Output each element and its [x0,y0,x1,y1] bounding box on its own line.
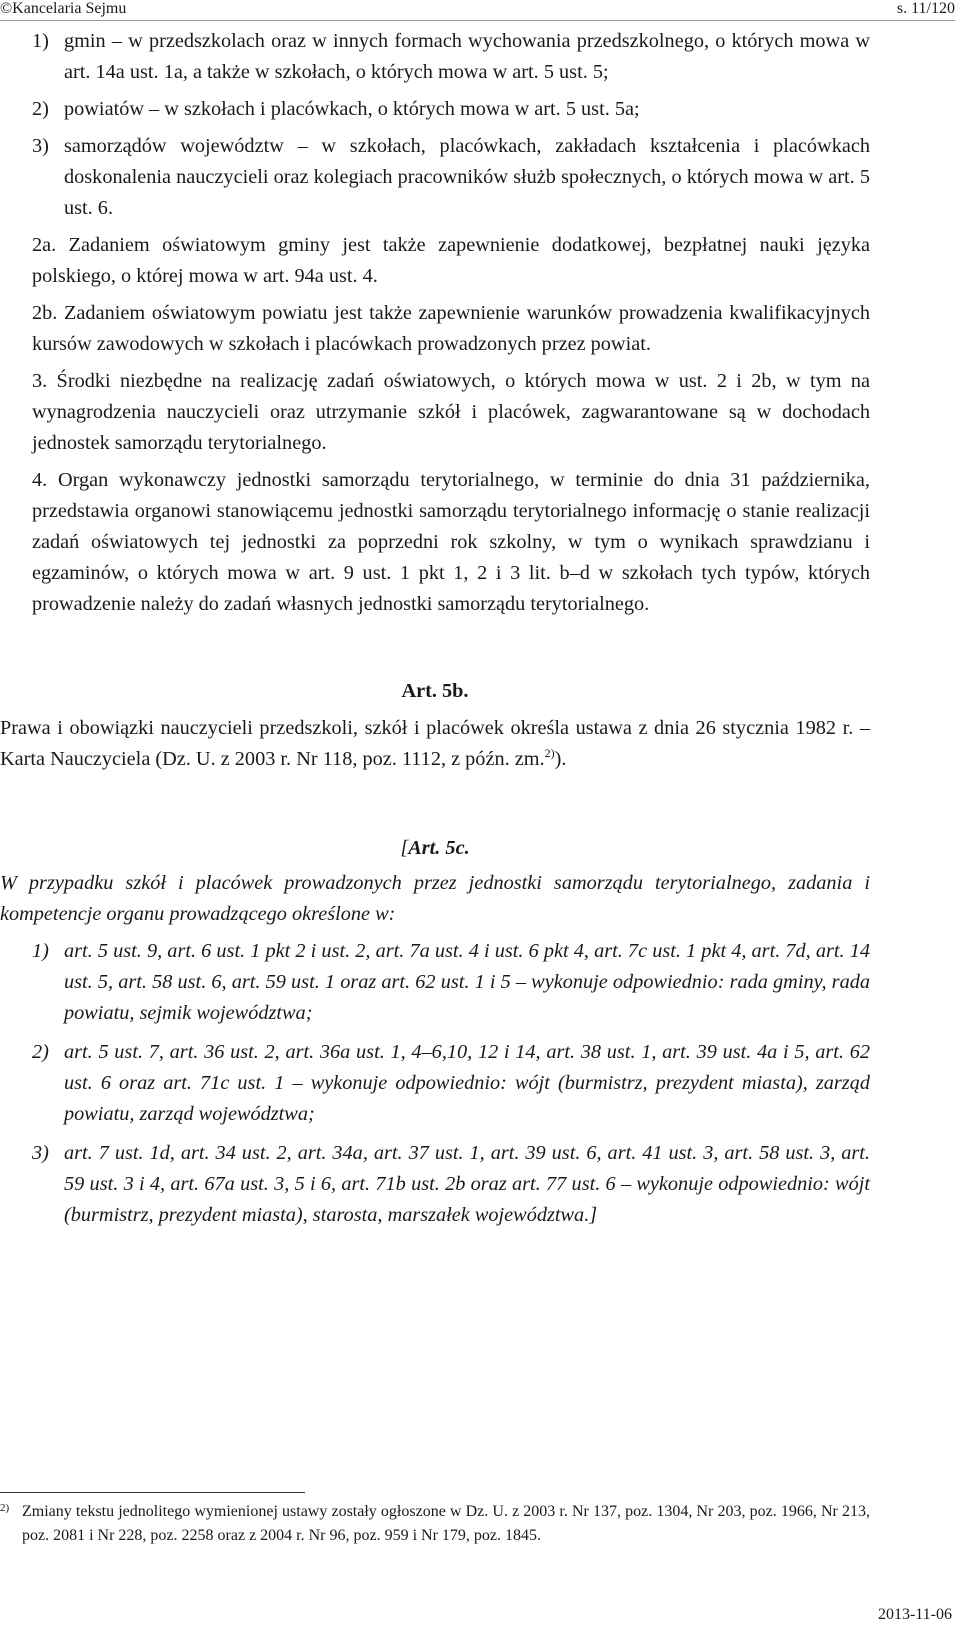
paragraph-2a: 2a. Zadaniem oświatowym gminy jest także zapewnienie dodatkowej, bezpłatnej nauki języka polskiego, o której mowa w art. 94a ust. 4. [32,234,870,287]
header-page-number: s. 11/120 [896,0,955,17]
list-item-text: samorządów województw – w szkołach, placówkach, zakładach kształcenia i placówkach doskonalenia nauczycieli oraz kolegiach pracowników służb społecznych, o których mowa w art. 5 ust. 6. [64,135,870,219]
list-item-number: 2) [32,98,49,120]
list-item-text: art. 5 ust. 9, art. 6 ust. 1 pkt 2 i ust. 2, art. 7a ust. 4 i ust. 6 pkt 4, art. 7c ust. 1 pkt 4, art. 7d, art. 14 ust. 5, art. 58 ust. 6, art. 59 ust. 1 oraz art. 62 ust. 1 i 5 – wykonuje odpowiednio: rada gminy, rada powiatu, sejmik województwa; [64,940,870,1024]
list-item [0,1037,870,1130]
article-5b-text [0,713,870,775]
list-item [0,94,870,125]
article-5c-title: Art. 5c. [408,837,470,859]
footnote-mark: 2) [0,1502,10,1514]
list-item-number: 1) [32,940,49,962]
article-5c-bracket: [ [400,837,409,859]
header-publisher: ©Kancelaria Sejmu [0,0,127,17]
list-item [0,131,870,224]
list-item-text: art. 5 ust. 7, art. 36 ust. 2, art. 36a ust. 1, 4–6,10, 12 i 14, art. 38 ust. 1, art. 39 ust. 4a i 5, art. 62 ust. 6 oraz art. 71c ust. 1 – wykonuje odpowiednio: wójt (burmistrz, prezydent miasta), zarząd powiatu, zarząd województwa; [64,1041,870,1125]
page-header [0,0,955,21]
footnote-separator [0,1492,305,1493]
list-item-text: powiatów – w szkołach i placówkach, o których mowa w art. 5 ust. 5a; [64,98,640,120]
footnote [0,1500,870,1548]
footnote-reference: 2) [544,746,555,761]
list-item-text: art. 7 ust. 1d, art. 34 ust. 2, art. 34a, art. 37 ust. 1, art. 39 ust. 6, art. 41 ust. 3, art. 58 ust. 3, art. 59 ust. 3 i 4, art. 67a ust. 3, 5 i 6, art. 71b ust. 2b oraz art. 77 ust. 6 – wykonuje odpowiednio: wójt (burmistrz, prezydent miasta), starosta, marszałek województwa.] [64,1142,870,1226]
paragraph-4: 4. Organ wykonawczy jednostki samorządu terytorialnego, w terminie do dnia 31 października, przedstawia organowi stanowiącemu jednostki samorządu terytorialnego informację o stanie realizacji zadań oświatowych tej jednostki za poprzedni rok szkolny, w tym o wynikach sprawdzianu i egzaminów, o których mowa w art. 9 ust. 1 pkt 1, 2 i 3 lit. b–d w szkołach tych typów, których prowadzenie należy do zadań własnych jednostki samorządu terytorialnego. [32,469,870,615]
list-item-number: 3) [32,135,49,157]
list-item-number: 1) [32,30,49,52]
article-5c-intro: W przypadku szkół i placówek prowadzonych przez jednostki samorządu terytorialnego, zadania i kompetencje organu prowadzącego określone w: [0,872,870,925]
article-5b-tail: ). [554,748,567,770]
article-5b-heading: Art. 5b. [401,680,469,702]
paragraph-2b: 2b. Zadaniem oświatowym powiatu jest także zapewnienie warunków prowadzenia kwalifikacyjnych kursów zawodowych w szkołach i placówkach prowadzonych przez powiat. [32,302,870,355]
list-item-number: 2) [32,1041,49,1063]
list-item [0,1138,870,1231]
article-5c-heading [0,833,870,864]
article-5b-body: Prawa i obowiązki nauczycieli przedszkoli, szkół i placówek określa ustawa z dnia 26 stycznia 1982 r. – Karta Nauczyciela (Dz. U. z 2003 r. Nr 118, poz. 1112, z późn. zm. [0,717,870,770]
document-date: 2013-11-06 [877,1606,952,1623]
footnote-text: Zmiany tekstu jednolitego wymienionej ustawy zostały ogłoszone w Dz. U. z 2003 r. Nr 137, poz. 1304, Nr 203, poz. 1966, Nr 213, poz. 2081 i Nr 228, poz. 2258 oraz z 2004 r. Nr 96, poz. 959 i Nr 179, poz. 1845. [22,1503,870,1544]
list-item-text: gmin – w przedszkolach oraz w innych formach wychowania przedszkolnego, o których mowa w art. 14a ust. 1a, a także w szkołach, o których mowa w art. 5 ust. 5; [64,30,870,83]
list-item-number: 3) [32,1142,49,1164]
paragraph-3: 3. Środki niezbędne na realizację zadań oświatowych, o których mowa w ust. 2 i 2b, w tym na wynagrodzenia nauczycieli oraz utrzymanie szkół i placówek, zagwarantowane są w dochodach jednostek samorządu terytorialnego. [32,370,870,454]
document-body [0,26,870,1239]
list-item [0,26,870,88]
list-item [0,936,870,1029]
